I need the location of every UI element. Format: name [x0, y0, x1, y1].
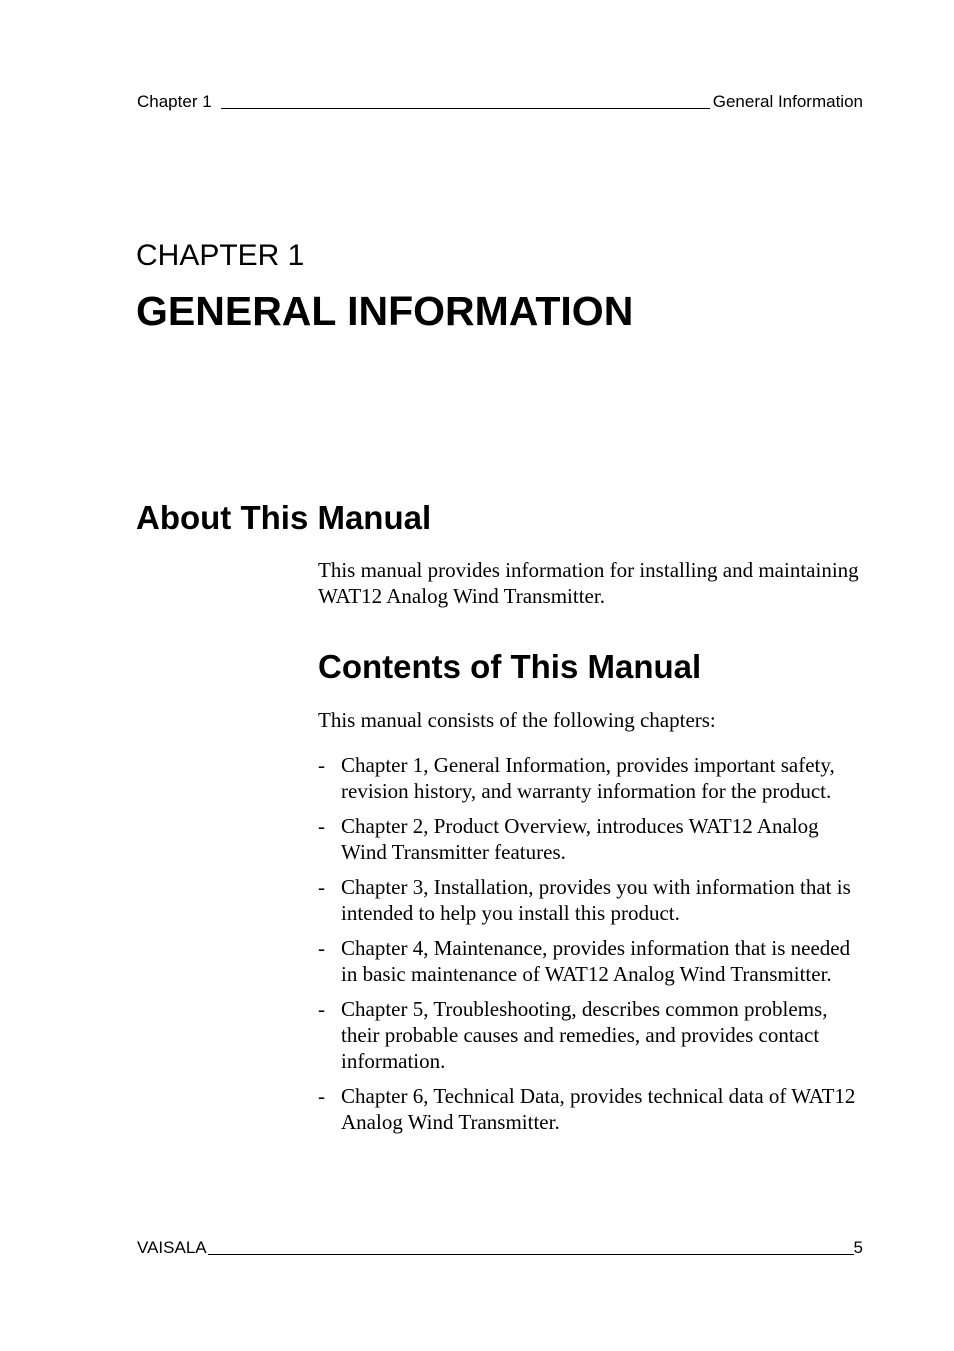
- running-footer: [137, 1236, 863, 1258]
- contents-heading: Contents of This Manual: [318, 648, 702, 685]
- list-bullet: -: [318, 936, 325, 960]
- running-header: [137, 90, 863, 112]
- page-number: 5: [853, 1238, 863, 1257]
- list-item-text: Chapter 3, Installation, provides you with information that is intended to help you install this product.: [341, 875, 851, 925]
- about-heading: About This Manual: [136, 499, 432, 536]
- list-item: [318, 1083, 866, 1135]
- chapter-label: CHAPTER 1: [136, 239, 305, 272]
- list-item: [318, 813, 866, 865]
- list-bullet: -: [318, 753, 325, 777]
- list-bullet: -: [318, 875, 325, 899]
- list-item: [318, 874, 866, 926]
- list-item-text: Chapter 6, Technical Data, provides technical data of WAT12 Analog Wind Transmitter.: [341, 1084, 856, 1134]
- list-bullet: -: [318, 1084, 325, 1108]
- header-section-title: General Information: [712, 92, 863, 111]
- list-item: [318, 996, 866, 1074]
- list-item-text: Chapter 2, Product Overview, introduces WAT12 Analog Wind Transmitter features.: [341, 814, 819, 864]
- list-item: [318, 935, 866, 987]
- chapter-list: [318, 752, 866, 1144]
- list-bullet: -: [318, 814, 325, 838]
- header-rule: [221, 108, 710, 109]
- footer-company: VAISALA: [137, 1238, 207, 1257]
- list-bullet: -: [318, 997, 325, 1021]
- list-item-text: Chapter 1, General Information, provides important safety, revision history, and warranty information for the product.: [341, 753, 835, 803]
- header-chapter-label: Chapter 1: [137, 92, 212, 111]
- contents-intro: This manual consists of the following chapters:: [318, 708, 716, 732]
- list-item: [318, 752, 866, 804]
- list-item-text: Chapter 5, Troubleshooting, describes common problems, their probable causes and remedies, and provides contact information.: [341, 997, 828, 1073]
- about-paragraph: This manual provides information for installing and maintaining WAT12 Analog Wind Transmitter.: [318, 558, 859, 608]
- list-item-text: Chapter 4, Maintenance, provides information that is needed in basic maintenance of WAT12 Analog Wind Transmitter.: [341, 936, 851, 986]
- footer-rule: [208, 1254, 854, 1255]
- chapter-title: GENERAL INFORMATION: [136, 288, 634, 334]
